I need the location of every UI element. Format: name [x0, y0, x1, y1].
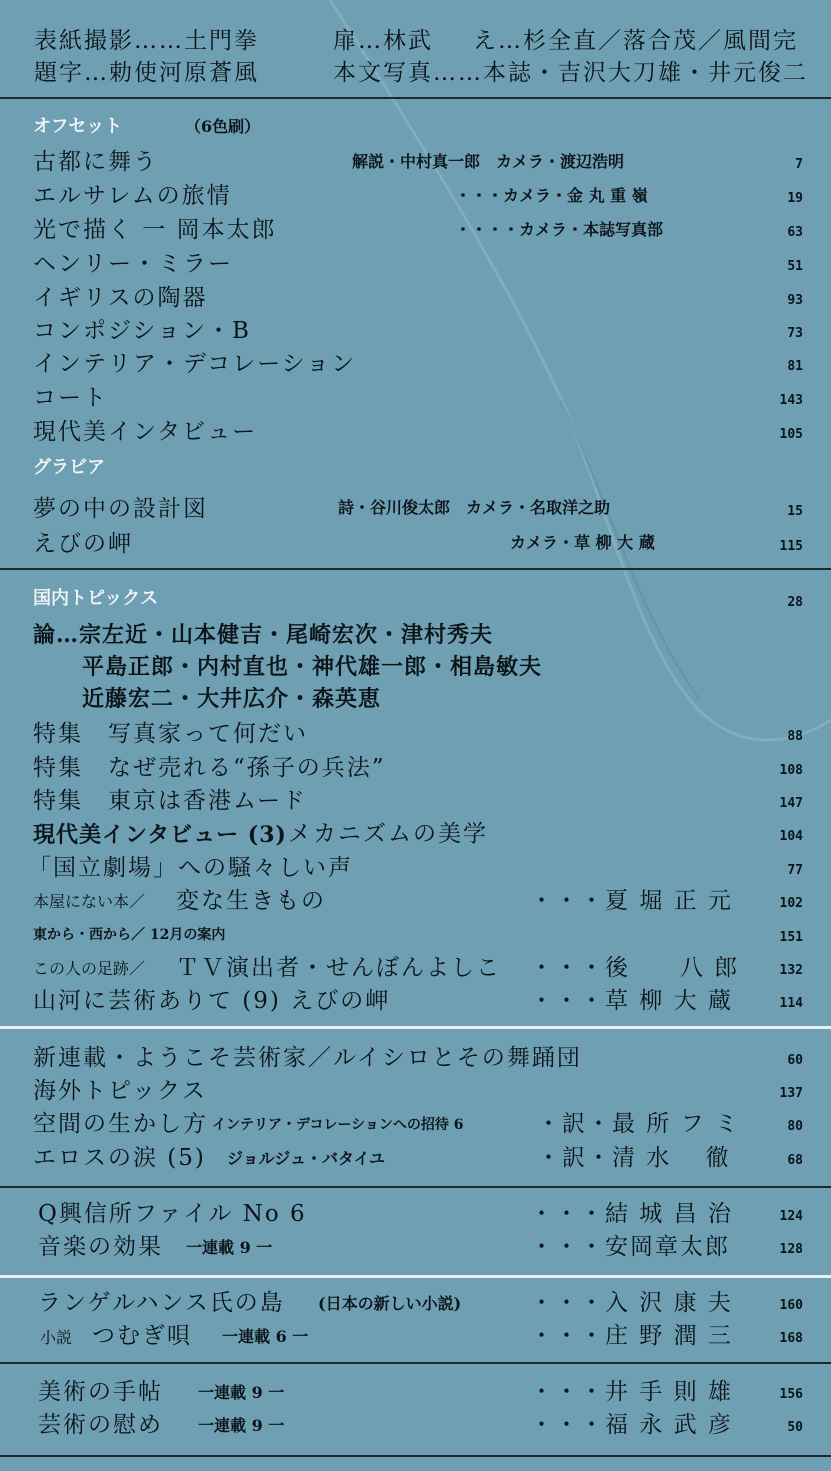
toc-note: (日本の新しい小説) [318, 1294, 462, 1313]
debate-participants: 平島正郎・内村直也・神代雄一郎・相島敏夫 [82, 654, 543, 680]
page-number: 68 [787, 1153, 803, 1168]
section-heading-gravure: グラビア [33, 457, 105, 478]
toc-title: 空間の生かし方 [33, 1111, 208, 1137]
toc-prefix: 小説 [40, 1328, 73, 1347]
section-heading-domestic: 国内トピックス [33, 588, 159, 609]
toc-title: Q興信所ファイル No 6 [38, 1201, 307, 1227]
toc-title: ヘンリー・ミラー [33, 251, 233, 277]
toc-note: インテリア・デコレーションへの招待 6 [212, 1117, 464, 1133]
section-note: （6色刷） [185, 117, 261, 136]
toc-credit: ・・・カメラ・金 丸 重 嶺 [455, 186, 648, 205]
toc-credit: 解説・中村真一郎 カメラ・渡辺浩明 [352, 152, 625, 171]
page-number: 105 [779, 427, 803, 442]
divider [0, 1186, 831, 1188]
toc-title: コンポジション・B [33, 318, 251, 344]
toc-credit: ・・・安岡章太郎 [530, 1234, 730, 1260]
page-number: 124 [779, 1209, 803, 1224]
toc-credit: ・訳・清 水 徹 [537, 1145, 731, 1171]
page-number: 28 [787, 595, 803, 610]
toc-title: 光で描く 一 岡本太郎 [33, 217, 277, 243]
toc-title: ＴＶ演出者・せんぼんよしこ [176, 955, 501, 981]
illustration-credit: え…杉全直／落合茂／風間完 [473, 28, 798, 54]
page-number: 73 [787, 326, 803, 341]
divider [0, 97, 831, 99]
toc-credit: ・・・庄 野 潤 三 [530, 1323, 733, 1349]
page-number: 156 [779, 1387, 803, 1402]
page-number: 81 [787, 359, 803, 374]
toc-title: 芸術の慰め [38, 1412, 163, 1438]
page-number: 50 [787, 1420, 803, 1435]
toc-note: 一連載 9 一 [198, 1383, 285, 1402]
toc-note: 一連載 6 一 [222, 1327, 309, 1346]
toc-title: えびの岬 [33, 531, 133, 557]
page-number: 168 [779, 1331, 803, 1346]
toc-title: 「国立劇場」への騒々しい声 [28, 855, 353, 881]
toc-title: エルサレムの旅情 [33, 183, 232, 209]
page-number: 88 [787, 729, 803, 744]
toc-prefix: 現代美インタビュー (3) [33, 822, 287, 848]
toc-title: メカニズムの美学 [288, 821, 488, 847]
toc-title: 特集 写真家って何だい [33, 721, 308, 747]
page-number: 104 [779, 829, 803, 844]
toc-credit: ・・・後 八 郎 [530, 955, 740, 981]
page-number: 143 [779, 393, 803, 408]
divider [0, 1026, 831, 1029]
page-number: 7 [795, 157, 803, 172]
divider [0, 1362, 831, 1364]
toc-title: イギリスの陶器 [33, 285, 208, 311]
page-number: 128 [779, 1242, 803, 1257]
page-number: 137 [779, 1086, 803, 1101]
toc-note: 一連載 9 一 [198, 1416, 285, 1435]
page-number: 15 [787, 504, 803, 519]
toc-title: 変な生きもの [176, 888, 326, 914]
divider [0, 1275, 831, 1278]
page-number: 160 [779, 1298, 803, 1313]
page-number: 114 [779, 996, 803, 1011]
cover-credit: 表紙撮影……土門拳 [34, 28, 259, 54]
debate-participants: 論…宗左近・山本健吉・尾崎宏次・津村秀夫 [33, 622, 494, 648]
toc-credit: ・・・井 手 則 雄 [530, 1379, 733, 1405]
toc-prefix: この人の足跡／ [33, 959, 146, 978]
toc-title: ランゲルハンス氏の島 [38, 1290, 285, 1316]
toc-prefix: 東から・西から／ 12月の案内 [33, 927, 226, 943]
page-number: 19 [787, 191, 803, 206]
toc-title: コート [33, 385, 108, 411]
page-number: 108 [779, 763, 803, 778]
toc-credit: ・・・草 柳 大 蔵 [530, 988, 733, 1014]
toc-credit: カメラ・草 柳 大 蔵 [510, 533, 655, 552]
title-calligraphy-credit: 題字…勅使河原蒼風 [34, 60, 259, 86]
toc-credit: ・・・夏 堀 正 元 [530, 888, 733, 914]
toc-title: 山河に芸術ありて (9) えびの岬 [33, 988, 391, 1014]
toc-title: 美術の手帖 [38, 1379, 163, 1405]
page-number: 147 [779, 796, 803, 811]
toc-title: インテリア・デコレーション [33, 351, 357, 377]
toc-credit: ・・・結 城 昌 治 [530, 1201, 733, 1227]
page-number: 151 [779, 930, 803, 945]
toc-title: 夢の中の設計図 [33, 496, 208, 522]
toc-credit: ・・・・カメラ・本誌写真部 [455, 220, 664, 239]
toc-title: エロスの涙 (5) [33, 1145, 206, 1171]
toc-title: 音楽の効果 [38, 1234, 163, 1260]
photo-credit: 本文写真……本誌・吉沢大刀雄・井元俊二 [333, 60, 808, 86]
page-number: 102 [779, 896, 803, 911]
toc-credit: 詩・谷川俊太郎 カメラ・名取洋之助 [338, 498, 611, 517]
page-number: 115 [779, 539, 803, 554]
toc-credit: ・・・入 沢 康 夫 [530, 1290, 733, 1316]
toc-title: 現代美インタビュー [33, 419, 258, 445]
toc-note: 一連載 9 一 [186, 1238, 273, 1257]
toc-credit: ・訳・最 所 フ ミ [537, 1111, 740, 1137]
page-number: 80 [787, 1119, 803, 1134]
page-number: 77 [787, 863, 803, 878]
debate-participants: 近藤宏二・大井広介・森英恵 [82, 686, 382, 712]
divider [0, 1455, 831, 1457]
toc-title: つむぎ唄 [92, 1323, 192, 1349]
toc-title: 特集 東京は香港ムード [33, 788, 307, 814]
page-number: 132 [779, 963, 803, 978]
toc-credit: ・・・福 永 武 彦 [530, 1412, 733, 1438]
divider [0, 568, 831, 570]
section-heading-offset: オフセット [33, 116, 123, 137]
page-number: 60 [787, 1053, 803, 1068]
toc-note: ジョルジュ・バタイユ [227, 1149, 386, 1168]
door-credit: 扉…林武 [333, 28, 433, 54]
toc-title: 古都に舞う [33, 149, 158, 175]
toc-title: 海外トピックス [33, 1078, 207, 1104]
toc-prefix: 本屋にない本／ [33, 892, 146, 911]
page-number: 63 [787, 225, 803, 240]
page-number: 51 [787, 259, 803, 274]
page-number: 93 [787, 293, 803, 308]
toc-title: 新連載・ようこそ芸術家／ルイシロとその舞踊団 [33, 1045, 582, 1071]
toc-title: 特集 なぜ売れる“孫子の兵法” [33, 755, 386, 781]
